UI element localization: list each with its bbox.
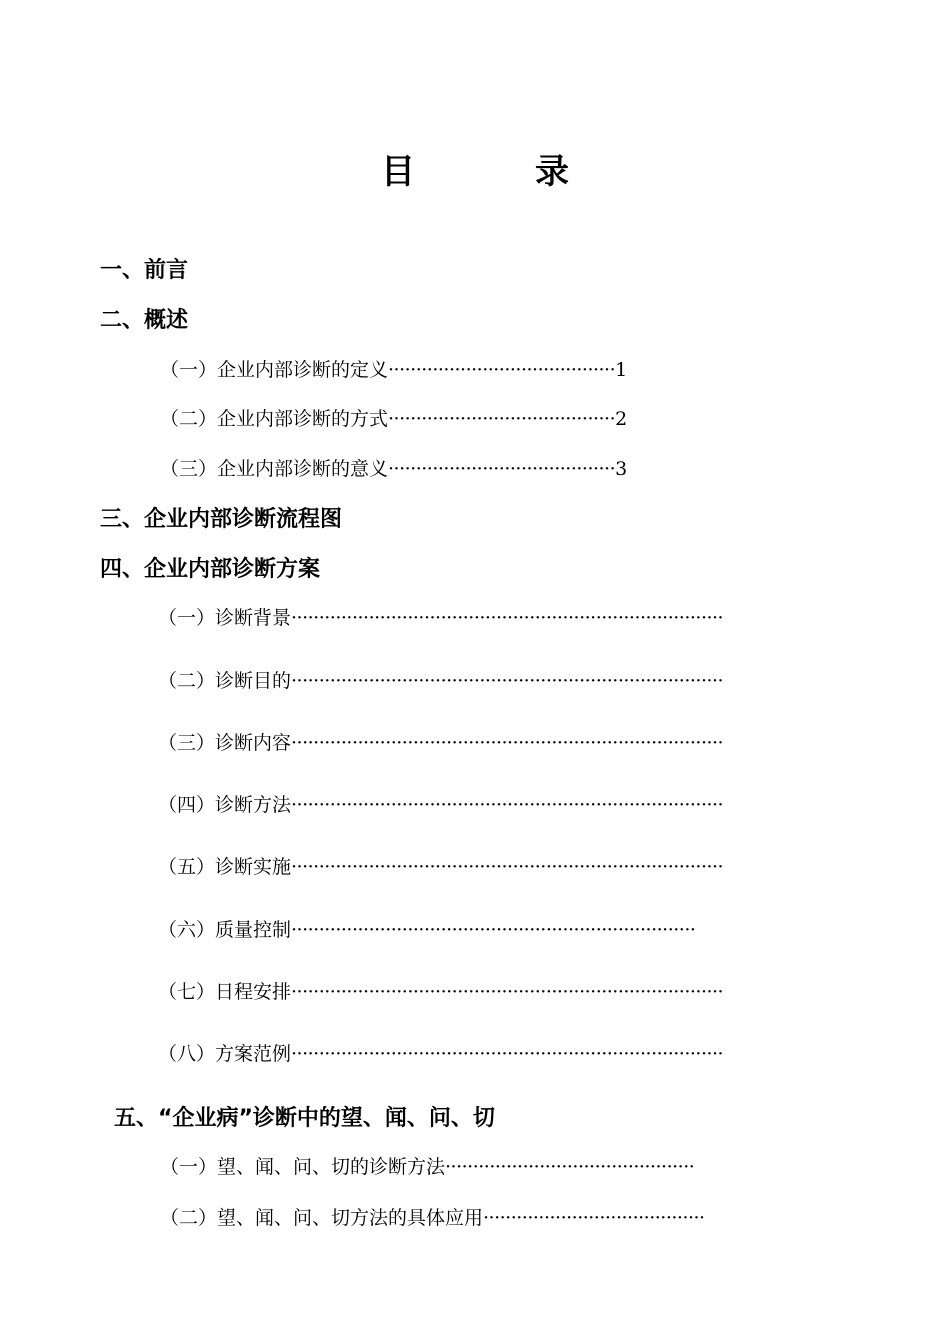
toc-section-5[interactable]: 五、“企业病”诊断中的望、闻、问、切 (114, 1106, 495, 1131)
toc-section-3[interactable]: 三、企业内部诊断流程图 (100, 507, 343, 532)
toc-entry-label: （一）诊断背景 (158, 607, 292, 629)
toc-entry-label: （七）日程安排 (158, 981, 292, 1003)
toc-entry-page: 3 (615, 458, 628, 480)
toc-entry-leader: ·············································································· (291, 732, 724, 754)
toc-entry-2-3[interactable] (160, 455, 627, 483)
toc-entry-label: （一）望、闻、问、切的诊断方法 (160, 1156, 446, 1178)
toc-entry-leader: ············································· (445, 1156, 695, 1178)
toc-entry-label: （二）诊断目的 (158, 670, 292, 692)
toc-section-1[interactable]: 一、前言 (100, 258, 189, 283)
toc-entry-4-5[interactable] (158, 853, 723, 881)
toc-entry-label: （一）企业内部诊断的定义 (160, 359, 389, 381)
toc-entry-2-1[interactable] (160, 356, 627, 384)
title-char-1: 目 (381, 152, 415, 192)
toc-entry-4-8[interactable] (158, 1040, 723, 1068)
toc-entry-label: （八）方案范例 (158, 1043, 292, 1065)
toc-entry-leader: ·············································································· (291, 981, 724, 1003)
toc-entry-leader: ·············································································· (291, 607, 724, 629)
toc-entry-leader: ·············································································· (291, 1043, 724, 1065)
toc-entry-leader: ········································································· (291, 919, 696, 941)
toc-section-2[interactable]: 二、概述 (100, 308, 189, 333)
toc-section-4[interactable]: 四、企业内部诊断方案 (100, 557, 321, 582)
toc-entry-label: （二）望、闻、问、切方法的具体应用 (160, 1207, 484, 1229)
toc-entry-5-2[interactable] (160, 1204, 705, 1232)
toc-entry-4-6[interactable] (158, 916, 695, 944)
toc-entry-leader: ·············································································· (291, 670, 724, 692)
toc-entry-label: （五）诊断实施 (158, 856, 292, 878)
toc-entry-5-1[interactable] (160, 1153, 694, 1181)
title-char-2: 录 (535, 152, 569, 192)
toc-entry-4-7[interactable] (158, 978, 723, 1006)
toc-entry-leader: ········································ (483, 1207, 705, 1229)
toc-entry-page: 2 (615, 408, 628, 430)
toc-entry-page: 1 (615, 359, 628, 381)
toc-entry-4-4[interactable] (158, 791, 723, 819)
toc-entry-4-3[interactable] (158, 729, 723, 757)
toc-entry-leader: ········································· (388, 458, 616, 480)
toc-entry-label: （三）诊断内容 (158, 732, 292, 754)
page-title (0, 150, 950, 194)
toc-entry-4-1[interactable] (158, 604, 723, 632)
toc-entry-label: （四）诊断方法 (158, 794, 292, 816)
toc-entry-4-2[interactable] (158, 667, 723, 695)
toc-entry-leader: ········································· (388, 359, 616, 381)
toc-entry-2-2[interactable] (160, 405, 627, 433)
toc-entry-label: （三）企业内部诊断的意义 (160, 458, 389, 480)
toc-entry-label: （六）质量控制 (158, 919, 292, 941)
toc-entry-leader: ·············································································· (291, 794, 724, 816)
toc-entry-label: （二）企业内部诊断的方式 (160, 408, 389, 430)
toc-entry-leader: ·············································································· (291, 856, 724, 878)
toc-entry-leader: ········································· (388, 408, 616, 430)
